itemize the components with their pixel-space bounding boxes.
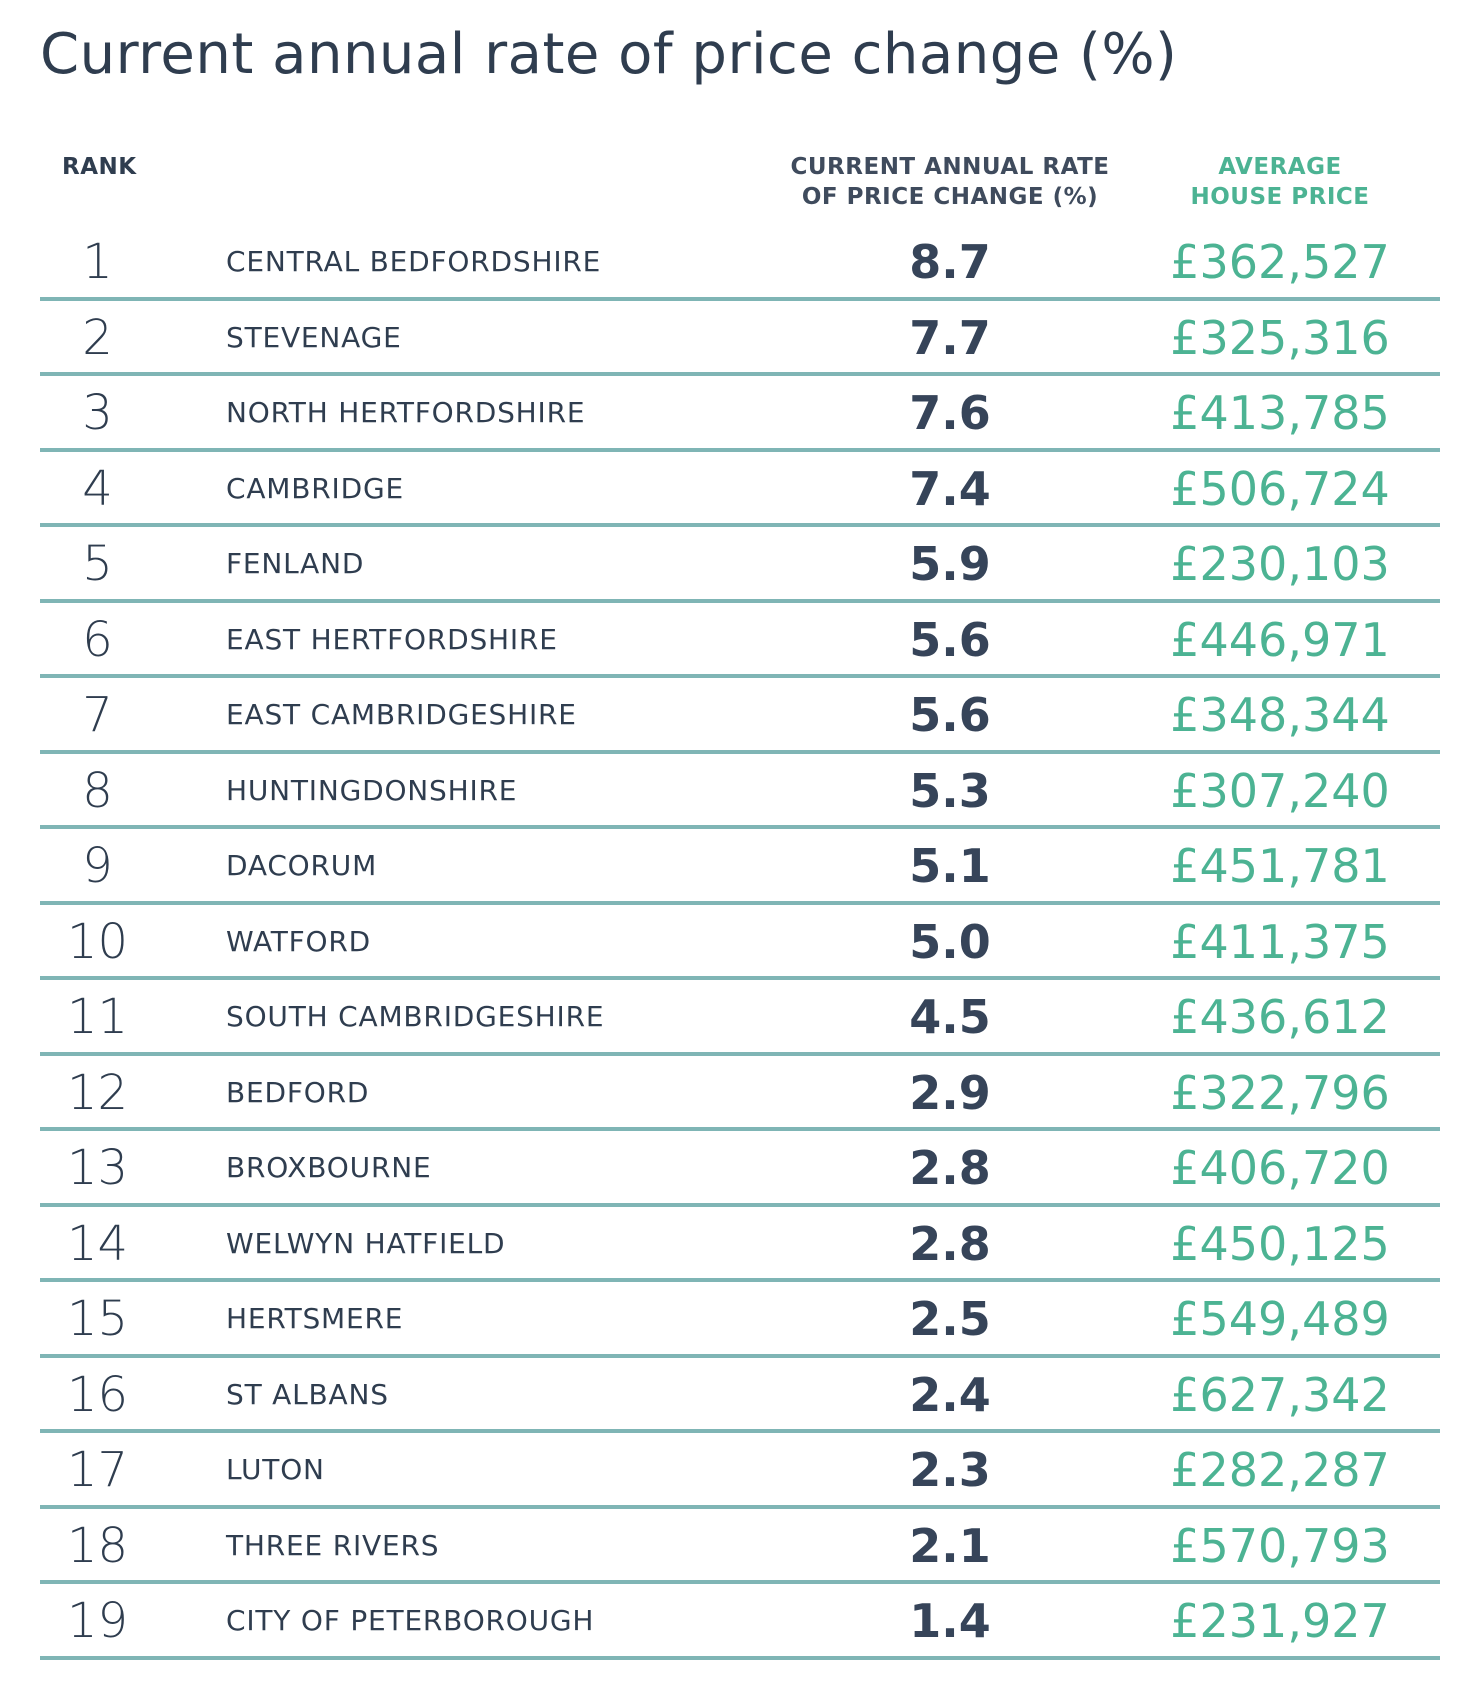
- rank-cell: 12: [66, 1064, 129, 1121]
- price-value: £362,527: [1170, 235, 1390, 289]
- rank-cell: 14: [66, 1215, 129, 1272]
- price-value: £446,971: [1170, 612, 1390, 667]
- table-row: [40, 1436, 1440, 1509]
- table-row: [40, 832, 1440, 905]
- rank-cell: 6: [82, 611, 113, 668]
- area-name: WELWYN HATFIELD: [226, 1226, 506, 1260]
- rate-value: 5.6: [909, 688, 991, 742]
- rate-value: 2.5: [909, 1292, 991, 1346]
- price-value: £451,781: [1170, 839, 1390, 893]
- area-name: HERTSMERE: [226, 1302, 404, 1335]
- table-row: [40, 606, 1440, 679]
- rate-value: 5.0: [909, 914, 991, 969]
- rank-cell: 3: [82, 385, 113, 441]
- price-value: £282,287: [1170, 1443, 1390, 1497]
- area-name: CITY OF PETERBOROUGH: [226, 1604, 595, 1637]
- rate-value: 5.3: [909, 763, 991, 818]
- table-row: [40, 1059, 1440, 1132]
- rate-value: 2.8: [909, 1141, 991, 1195]
- area-name: FENLAND: [226, 547, 365, 580]
- price-value: £570,793: [1170, 1518, 1390, 1573]
- area-name: NORTH HERTFORDSHIRE: [226, 396, 586, 429]
- table-row: [40, 757, 1440, 830]
- price-value: £325,316: [1170, 310, 1390, 365]
- table-row: [40, 1210, 1440, 1283]
- rank-cell: 5: [82, 536, 113, 592]
- rate-value: 1.4: [909, 1594, 991, 1648]
- area-name: CENTRAL BEDFORDSHIRE: [226, 245, 602, 278]
- price-value: £322,796: [1170, 1065, 1390, 1120]
- rank-cell: 19: [66, 1593, 129, 1649]
- price-value: £506,724: [1170, 461, 1390, 516]
- price-value: £348,344: [1170, 688, 1390, 742]
- table-row: [40, 455, 1440, 528]
- rate-value: 2.4: [909, 1367, 991, 1422]
- area-name: HUNTINGDONSHIRE: [226, 773, 518, 807]
- header-rate: CURRENT ANNUAL RATE OF PRICE CHANGE (%): [790, 154, 1110, 210]
- price-value: £230,103: [1170, 537, 1390, 591]
- table-body: [40, 228, 1440, 1663]
- header-rank: RANK: [62, 154, 137, 180]
- table-row: [40, 1134, 1440, 1207]
- rank-cell: 17: [66, 1442, 129, 1498]
- price-value: £406,720: [1170, 1141, 1390, 1195]
- header-price: AVERAGE HOUSE PRICE: [1190, 154, 1370, 210]
- table-row: [40, 530, 1440, 603]
- rate-value: 8.7: [909, 235, 991, 289]
- price-value: £549,489: [1170, 1292, 1390, 1346]
- rate-value: 7.6: [909, 386, 991, 440]
- rank-cell: 1: [82, 234, 113, 290]
- rank-cell: 10: [66, 913, 129, 970]
- rate-value: 5.9: [909, 537, 991, 591]
- price-value: £450,125: [1170, 1216, 1390, 1271]
- price-value: £436,612: [1170, 990, 1390, 1044]
- rate-value: 2.8: [909, 1216, 991, 1271]
- area-name: ST ALBANS: [226, 1377, 389, 1411]
- rate-value: 2.3: [909, 1443, 991, 1497]
- page-title: Current annual rate of price change (%): [40, 22, 1178, 87]
- area-name: LUTON: [226, 1453, 325, 1486]
- area-name: SOUTH CAMBRIDGESHIRE: [226, 1000, 605, 1033]
- price-value: £231,927: [1170, 1594, 1390, 1648]
- table-row: [40, 1587, 1440, 1660]
- rank-cell: 8: [82, 762, 113, 819]
- price-value: £411,375: [1170, 914, 1390, 969]
- rate-value: 2.1: [909, 1518, 991, 1573]
- area-name: BEDFORD: [226, 1075, 370, 1109]
- rank-cell: 4: [82, 460, 113, 517]
- area-name: EAST CAMBRIDGESHIRE: [226, 698, 577, 731]
- rank-cell: 15: [66, 1291, 129, 1347]
- rank-cell: 11: [66, 989, 129, 1045]
- price-value: £307,240: [1170, 763, 1390, 818]
- rank-cell: 2: [82, 309, 113, 366]
- price-value: £413,785: [1170, 386, 1390, 440]
- table-row: [40, 379, 1440, 452]
- area-name: DACORUM: [226, 849, 378, 882]
- rate-value: 4.5: [909, 990, 991, 1044]
- area-name: WATFORD: [226, 924, 371, 958]
- rank-cell: 7: [82, 687, 113, 743]
- table-row: [40, 908, 1440, 981]
- table-row: [40, 1285, 1440, 1358]
- price-value: £627,342: [1170, 1367, 1390, 1422]
- table-row: [40, 228, 1440, 301]
- rate-value: 7.7: [909, 310, 991, 365]
- table-row: [40, 304, 1440, 377]
- table-row: [40, 1512, 1440, 1585]
- table-row: [40, 983, 1440, 1056]
- area-name: EAST HERTFORDSHIRE: [226, 622, 558, 656]
- rate-value: 5.1: [909, 839, 991, 893]
- rank-cell: 18: [66, 1517, 129, 1574]
- area-name: THREE RIVERS: [226, 1528, 440, 1562]
- area-name: STEVENAGE: [226, 320, 402, 354]
- table-row: [40, 681, 1440, 754]
- rank-cell: 16: [66, 1366, 129, 1423]
- rank-cell: 9: [82, 838, 113, 894]
- rate-value: 2.9: [909, 1065, 991, 1120]
- rate-value: 5.6: [909, 612, 991, 667]
- area-name: CAMBRIDGE: [226, 471, 404, 505]
- area-name: BROXBOURNE: [226, 1151, 432, 1184]
- table-row: [40, 1361, 1440, 1434]
- rate-value: 7.4: [909, 461, 991, 516]
- rank-cell: 13: [66, 1140, 129, 1196]
